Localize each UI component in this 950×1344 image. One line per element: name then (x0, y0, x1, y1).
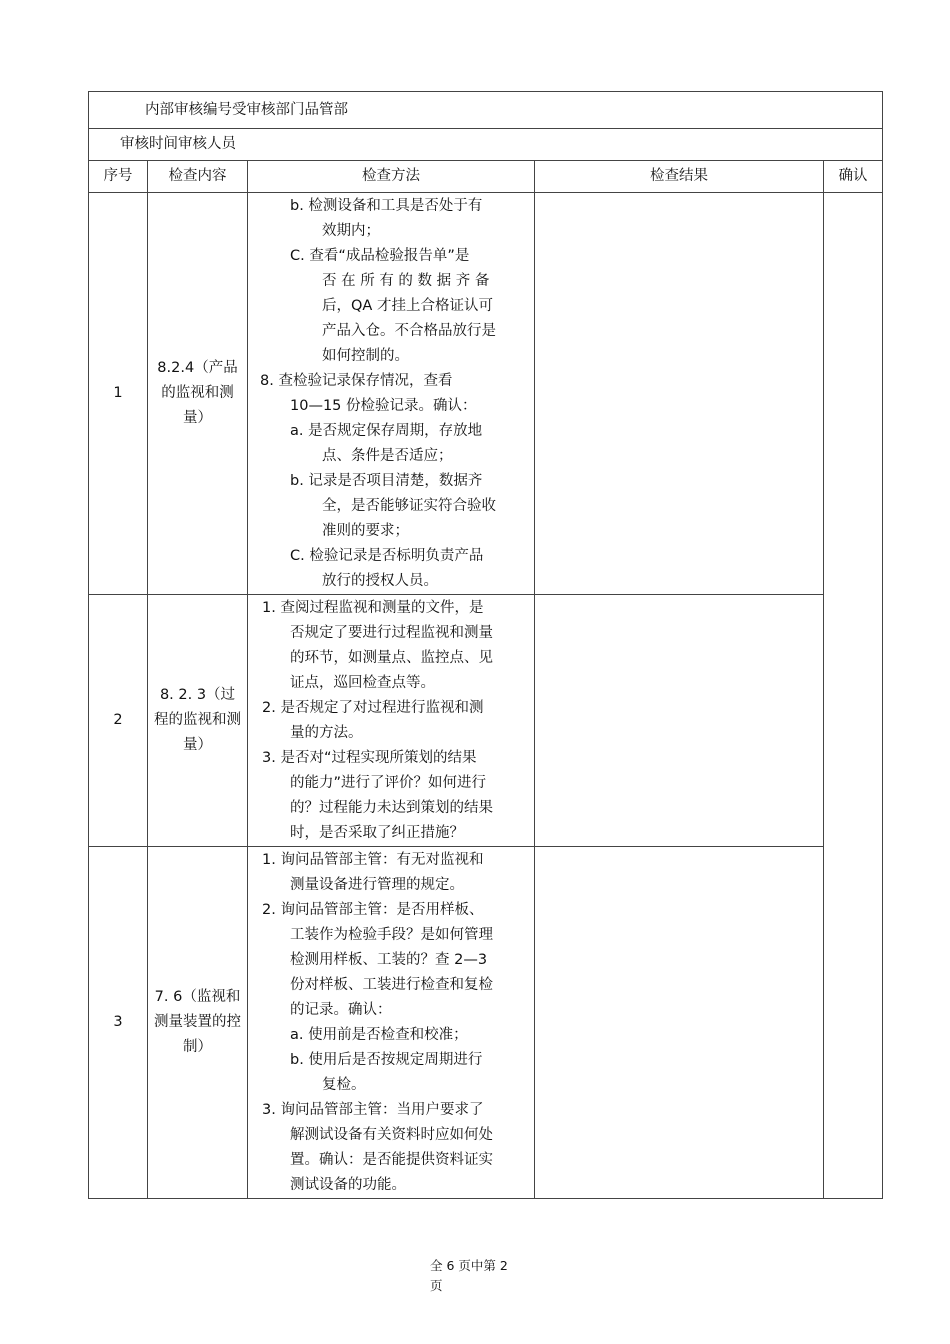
method-line: b. 使用后是否按规定周期进行 (290, 1052, 483, 1068)
method-line: 如何控制的。 (322, 348, 409, 364)
row-check-content: 7. 6（监视和测量装置的控制） (148, 847, 248, 1199)
row-check-result (535, 193, 824, 595)
method-line: 份对样板、工装进行检查和复检 (290, 977, 493, 993)
table-row (89, 847, 883, 1199)
method-line: 否 在 所 有 的 数 据 齐 备 (322, 273, 490, 289)
method-line: C. 检验记录是否标明负责产品 (290, 548, 484, 564)
method-line: 的记录。确认： (290, 1002, 392, 1018)
method-line: b. 记录是否项目清楚，数据齐 (290, 473, 483, 489)
row-number: 3 (89, 847, 148, 1199)
method-line: 时，是否采取了纠正措施？ (290, 825, 464, 841)
method-line: 证点，巡回检查点等。 (290, 675, 435, 691)
method-line: 准则的要求； (322, 523, 409, 539)
method-line: 工装作为检验手段？是如何管理 (290, 927, 493, 943)
method-line: 10—15 份检验记录。确认： (290, 398, 477, 414)
method-line: 置。确认：是否能提供资料证实 (290, 1152, 493, 1168)
method-line: 量的方法。 (290, 725, 363, 741)
row-check-method (248, 595, 535, 847)
row-check-result (535, 847, 824, 1199)
audit-checklist-table (88, 91, 882, 1199)
header-row-audit-time (89, 129, 883, 161)
method-line: 全，是否能够证实符合验收 (322, 498, 496, 514)
row-check-result (535, 595, 824, 847)
method-line: 解测试设备有关资料时应如何处 (290, 1127, 493, 1143)
method-line: 测量设备进行管理的规定。 (290, 877, 464, 893)
method-line: 的能力”进行了评价？如何进行 (290, 775, 487, 791)
column-header-row (89, 161, 883, 193)
method-line: 2. 是否规定了对过程进行监视和测 (262, 700, 484, 716)
header-audit-number-department: 内部审核编号受审核部门品管部 (145, 102, 348, 118)
header-audit-time-auditor: 审核时间审核人员 (120, 136, 236, 152)
method-line: 测试设备的功能。 (290, 1177, 406, 1193)
method-line: 放行的授权人员。 (322, 573, 438, 589)
column-header-content: 检查内容 (148, 161, 248, 193)
row-confirm (824, 193, 883, 1199)
row-number: 1 (89, 193, 148, 595)
table-row (89, 193, 883, 595)
method-line: 1. 询问品管部主管：有无对监视和 (262, 852, 484, 868)
method-line: 否规定了要进行过程监视和测量 (290, 625, 493, 641)
column-header-confirm: 确认 (824, 161, 883, 193)
header-row-audit-info (89, 92, 883, 129)
method-line: 产品入仓。不合格品放行是 (322, 323, 496, 339)
method-line: 效期内； (322, 223, 380, 239)
method-line: 检测用样板、工装的？查 2—3 (290, 952, 488, 968)
row-check-content: 8.2.4（产品的监视和测量） (148, 193, 248, 595)
method-line: 3. 是否对“过程实现所策划的结果 (262, 750, 477, 766)
row-check-method (248, 847, 535, 1199)
row-check-method (248, 193, 535, 595)
method-line: 复检。 (322, 1077, 366, 1093)
column-header-result: 检查结果 (535, 161, 824, 193)
column-header-no: 序号 (89, 161, 148, 193)
method-line: 3. 询问品管部主管：当用户要求了 (262, 1102, 484, 1118)
page-number-line2: 页 (430, 1278, 443, 1293)
method-line: 后，QA 才挂上合格证认可 (322, 298, 493, 314)
method-line: C. 查看“成品检验报告单”是 (290, 248, 470, 264)
method-line: 8. 查检验记录保存情况，查看 (260, 373, 453, 389)
page-number-line1: 全 6 页中第 2 (430, 1258, 508, 1273)
row-number: 2 (89, 595, 148, 847)
method-line: a. 使用前是否检查和校准； (290, 1027, 468, 1043)
table-row (89, 595, 883, 847)
method-line: 点、条件是否适应； (322, 448, 453, 464)
method-line: 1. 查阅过程监视和测量的文件，是 (262, 600, 484, 616)
page-footer (430, 1256, 550, 1296)
method-line: 的？过程能力未达到策划的结果 (290, 800, 493, 816)
method-line: 的环节，如测量点、监控点、见 (290, 650, 493, 666)
method-line: b. 检测设备和工具是否处于有 (290, 198, 483, 214)
method-line: 2. 询问品管部主管：是否用样板、 (262, 902, 484, 918)
column-header-method: 检查方法 (248, 161, 535, 193)
row-check-content: 8. 2. 3（过程的监视和测量） (148, 595, 248, 847)
method-line: a. 是否规定保存周期，存放地 (290, 423, 483, 439)
